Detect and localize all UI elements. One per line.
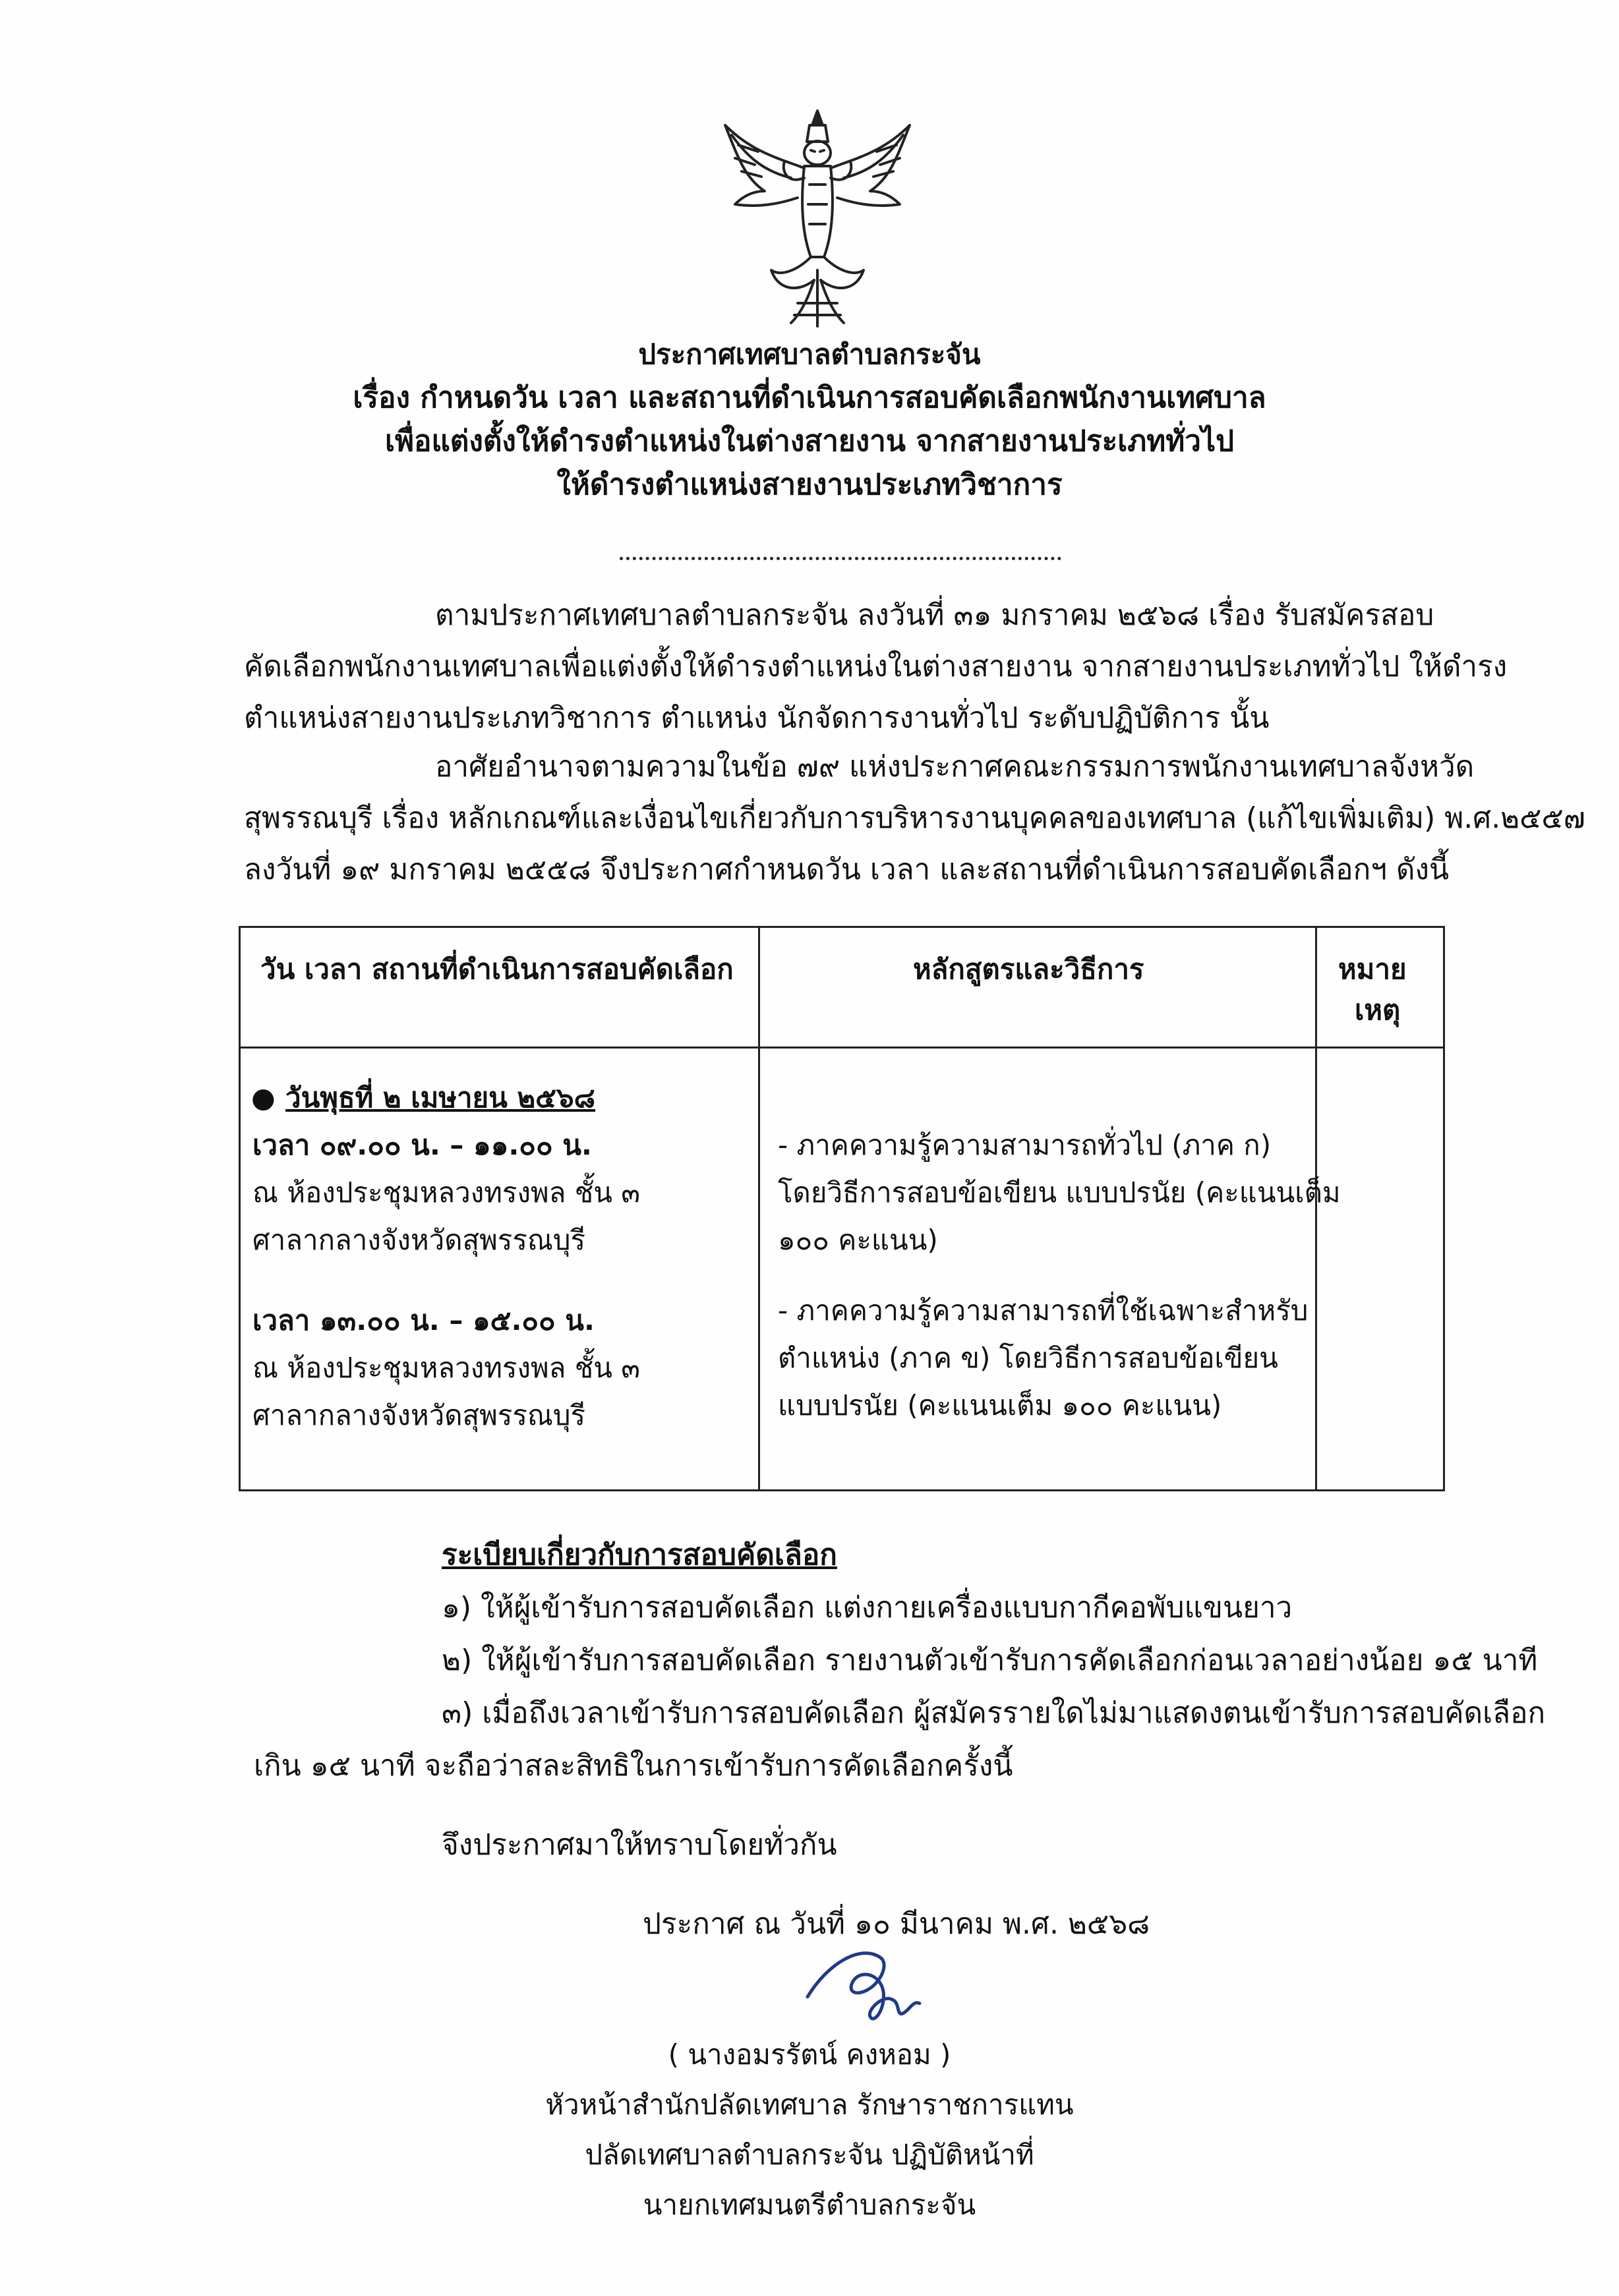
signatory-position: ปลัดเทศบาลตำบลกระจัน ปฏิบัติหน้าที่ [585,2138,1034,2171]
announcement-title [0,333,1619,507]
session1-time: เวลา ๐๙.๐๐ น. – ๑๑.๐๐ น. [252,1129,592,1161]
session1-room: ณ ห้องประชุมหลวงทรงพล ชั้น ๓ [252,1176,641,1209]
table-header-method: หลักสูตรและวิธีการ [913,953,1144,985]
rule-item-2: ๒) ให้ผู้เข้ารับการสอบคัดเลือก รายงานตัวเข้ารับการคัดเลือกก่อนเวลาอย่างน้อย ๑๕ นาที [442,1644,1538,1677]
paragraph-line: ลงวันที่ ๑๙ มกราคม ๒๕๕๘ จึงประกาศกำหนดวัน เวลา และสถานที่ดำเนินการสอบคัดเลือกฯ ดังนี้ [244,853,1450,886]
title-line-2: เรื่อง กำหนดวัน เวลา และสถานที่ดำเนินการสอบคัดเลือกพนักงานเทศบาล [353,381,1266,415]
paragraph-line: ตามประกาศเทศบาลตำบลกระจัน ลงวันที่ ๓๑ มกราคม ๒๕๖๘ เรื่อง รับสมัครสอบ [435,598,1434,632]
paragraph-reference [244,590,1507,744]
bullet-icon: ● [251,1081,276,1114]
announce-date: ประกาศ ณ วันที่ ๑๐ มีนาคม พ.ศ. ๒๕๖๘ [643,1907,1150,1941]
closing-statement: จึงประกาศมาให้ทราบโดยทั่วกัน [442,1828,837,1862]
method1-line: ๑๐๐ คะแนน) [778,1224,938,1256]
rule-item-1: ๑) ให้ผู้เข้ารับการสอบคัดเลือก แต่งกายเครื่องแบบกากีคอพับแขนยาว [442,1591,1293,1624]
method2-line: ตำแหน่ง (ภาค ข) โดยวิธีการสอบข้อเขียน [778,1342,1278,1374]
session2-building: ศาลากลางจังหวัดสุพรรณบุรี [252,1399,586,1431]
method2-line: แบบปรนัย (คะแนนเต็ม ๑๐๐ คะแนน) [778,1389,1222,1421]
session1-building: ศาลากลางจังหวัดสุพรรณบุรี [252,1224,586,1256]
paragraph-line: อาศัยอำนาจตามความในข้อ ๗๙ แห่งประกาศคณะกรรมการพนักงานเทศบาลจังหวัด [435,750,1475,784]
signatory-position: นายกเทศมนตรีตำบลกระจัน [643,2189,976,2221]
signatory-block [0,2030,1619,2230]
table-column-divider [758,928,760,1489]
session2-time: เวลา ๑๓.๐๐ น. – ๑๕.๐๐ น. [252,1304,595,1336]
rules-heading [442,1529,837,1582]
title-line-4: ให้ดำรงตำแหน่งสายงานประเภทวิชาการ [556,468,1063,502]
rule-item-3: ๓) เมื่อถึงเวลาเข้ารับการสอบคัดเลือก ผู้สมัครรายใดไม่มาแสดงตนเข้ารับการสอบคัดเลือก [442,1696,1546,1730]
title-line-3: เพื่อแต่งตั้งให้ดำรงตำแหน่งในต่างสายงาน จากสายงานประเภททั่วไป [384,424,1235,458]
handwritten-signature-icon [801,1937,926,2030]
table-header-divider [241,1047,1443,1048]
schedule-table [239,926,1445,1491]
table-header-remark-1: หมาย [1338,953,1407,985]
method2-line: - ภาคความรู้ความสามารถที่ใช้เฉพาะสำหรับ [778,1294,1309,1327]
table-header-remark-2: เหตุ [1355,994,1401,1026]
garuda-emblem-icon [719,105,916,330]
paragraph-authority [244,741,1585,896]
exam-date: วันพุธที่ ๒ เมษายน ๒๕๖๘ [285,1081,596,1114]
signatory-position: หัวหน้าสำนักปลัดเทศบาล รักษาราชการแทน [545,2088,1074,2121]
title-line-1: ประกาศเทศบาลตำบลกระจัน [638,338,981,370]
method1-line: โดยวิธีการสอบข้อเขียน แบบปรนัย (คะแนนเต็ม [778,1176,1341,1209]
signatory-name: ( นางอมรรัตน์ คงหอม ) [668,2038,951,2071]
paragraph-line: คัดเลือกพนักงานเทศบาลเพื่อแต่งตั้งให้ดำรงตำแหน่งในต่างสายงาน จากสายงานประเภททั่วไป ให้ดำรง [244,650,1508,683]
paragraph-line: ตำแหน่งสายงานประเภทวิชาการ ตำแหน่ง นักจัดการงานทั่วไป ระดับปฏิบัติการ นั้น [244,701,1270,735]
rule-item-3-continued: เกิน ๑๕ นาที จะถือว่าสละสิทธิในการเข้ารับการคัดเลือกครั้งนี้ [254,1749,1013,1783]
rules-heading-text: ระเบียบเกี่ยวกับการสอบคัดเลือก [442,1538,837,1572]
method1-line: - ภาคความรู้ความสามารถทั่วไป (ภาค ก) [778,1129,1272,1161]
paragraph-line: สุพรรณบุรี เรื่อง หลักเกณฑ์และเงื่อนไขเกี่ยวกับการบริหารงานบุคคลของเทศบาล (แก้ไขเพิ่มเติม) พ.ศ.๒๕๕๗ [244,801,1585,835]
table-header-schedule: วัน เวลา สถานที่ดำเนินการสอบคัดเลือก [260,953,734,985]
dotted-divider [620,544,1061,560]
session2-room: ณ ห้องประชุมหลวงทรงพล ชั้น ๓ [252,1352,641,1384]
